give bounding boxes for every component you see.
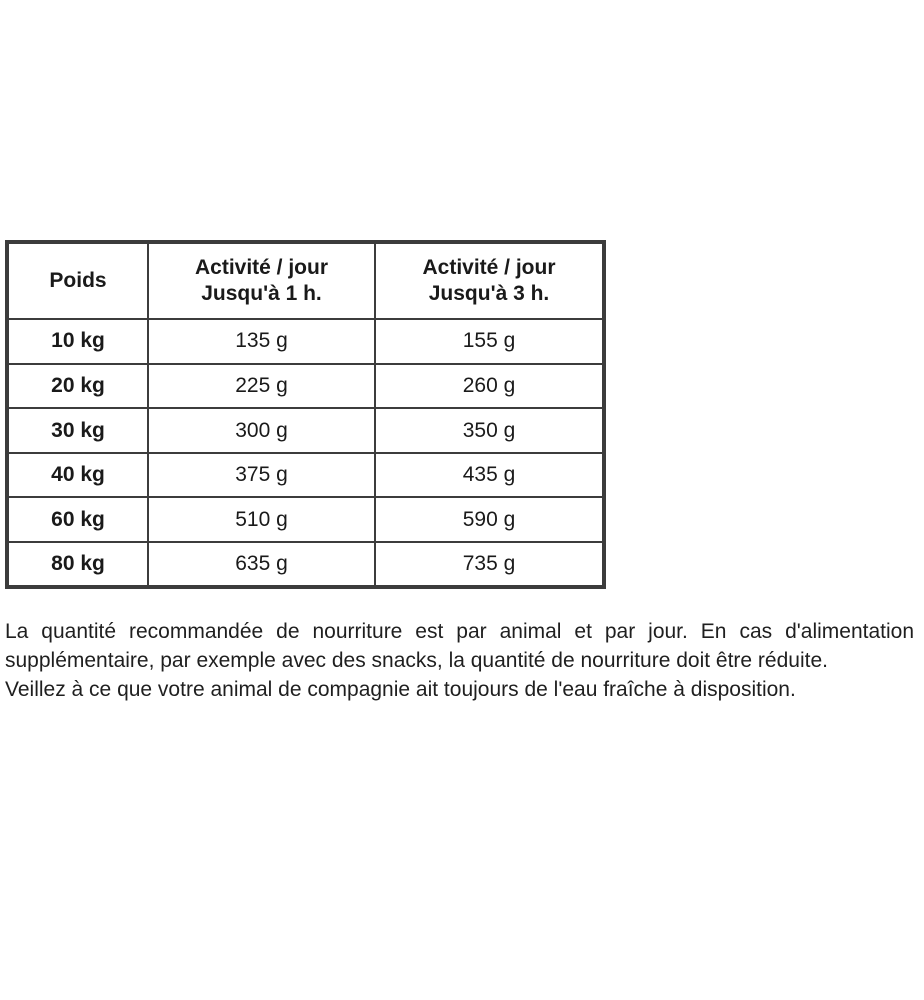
header-activity-3h-line2: Jusqu'à 3 h. [428, 282, 550, 305]
qty-3h-cell: 735 g [375, 542, 602, 585]
qty-1h-cell: 635 g [148, 542, 375, 585]
qty-1h-cell: 225 g [148, 364, 375, 409]
weight-cell: 60 kg [9, 497, 148, 542]
qty-1h-cell: 300 g [148, 408, 375, 453]
table-row [9, 319, 602, 364]
weight-cell: 20 kg [9, 364, 148, 409]
table-row [9, 453, 602, 498]
table-row [9, 364, 602, 409]
qty-1h-cell: 135 g [148, 319, 375, 364]
weight-cell: 40 kg [9, 453, 148, 498]
table-row [9, 542, 602, 585]
qty-3h-cell: 260 g [375, 364, 602, 409]
feeding-notes [5, 617, 914, 704]
qty-1h-cell: 375 g [148, 453, 375, 498]
weight-cell: 10 kg [9, 319, 148, 364]
table-row [9, 408, 602, 453]
weight-cell: 30 kg [9, 408, 148, 453]
notes-paragraph-quantity: La quantité recommandée de nourriture est par animal et par jour. En cas d'alimentation supplémentaire, par exemple avec des snacks, la quantité de nourriture doit être réduite. [5, 620, 914, 672]
header-weight-label: Poids [49, 269, 107, 292]
feeding-table [9, 244, 602, 585]
qty-3h-cell: 155 g [375, 319, 602, 364]
header-activity-1h-line1: Activité / jour [194, 256, 329, 279]
qty-3h-cell: 590 g [375, 497, 602, 542]
header-activity-3h [375, 244, 602, 319]
header-activity-1h [148, 244, 375, 319]
header-activity-3h-line1: Activité / jour [422, 256, 556, 279]
table-row [9, 497, 602, 542]
qty-1h-cell: 510 g [148, 497, 375, 542]
notes-paragraph-water: Veillez à ce que votre animal de compagnie ait toujours de l'eau fraîche à disposition. [5, 678, 796, 701]
qty-3h-cell: 435 g [375, 453, 602, 498]
header-activity-1h-line2: Jusqu'à 1 h. [201, 282, 322, 305]
qty-3h-cell: 350 g [375, 408, 602, 453]
table-header-row [9, 244, 602, 319]
header-weight [9, 244, 148, 319]
weight-cell: 80 kg [9, 542, 148, 585]
feeding-table-frame [5, 240, 606, 589]
